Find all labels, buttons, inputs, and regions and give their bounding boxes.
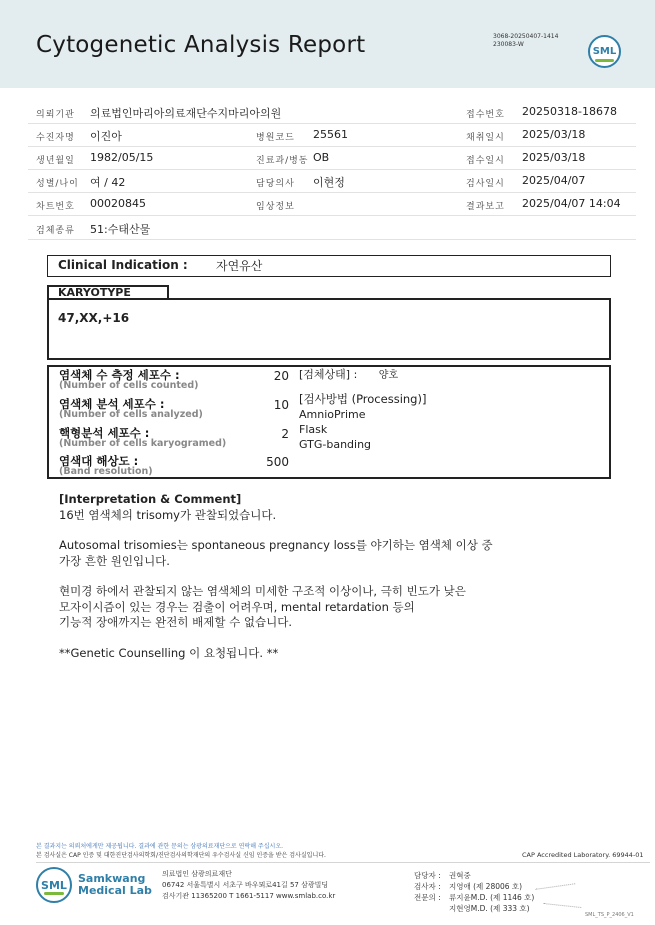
cells-karyogramed <box>59 427 226 448</box>
staff-role: 담당자 : <box>414 871 441 880</box>
dept-value: OB <box>313 151 330 164</box>
staff-row <box>414 903 534 914</box>
staff-name: 권혁중 <box>449 871 471 880</box>
processing-method-label: [검사방법 (Processing)] <box>299 392 427 406</box>
company-address-line1: 의료법인 삼광의료재단 <box>162 870 232 878</box>
cells-counted <box>59 369 199 390</box>
staff-list <box>414 870 534 914</box>
interpretation-line: 모자이시즘이 있는 경우는 검출이 어려우며, mental retardation 등의 <box>59 599 415 614</box>
interpretation-line: 기능적 장애까지는 완전히 배제할 수 없습니다. <box>59 615 293 629</box>
report-title: Cytogenetic Analysis Report <box>36 32 366 58</box>
karyotype-box <box>47 298 611 360</box>
clinical-indication-value: 자연유산 <box>216 259 263 273</box>
company-address <box>162 869 335 902</box>
report-id-line1: 3068-20250407-1414 <box>493 33 559 40</box>
band-resolution-label: 염색대 해상도 : <box>59 454 139 468</box>
processing-method-1: AmnioPrime <box>299 408 366 421</box>
cells-analyzed-label: 염색체 분석 세포수 : <box>59 397 165 411</box>
interpretation-line: Autosomal trisomies는 spontaneous pregnancy loss를 야기하는 염색체 이상 중 <box>59 538 493 552</box>
processing-method-3: GTG-banding <box>299 438 372 451</box>
test-date-value: 2025/04/07 <box>522 174 586 187</box>
info-row-patient <box>28 124 636 147</box>
footer-note-1: 본 결과지는 의뢰처에게만 제공됩니다. 결과에 관한 문의는 삼광의료재단으로 연락해 주십시오. <box>36 843 284 850</box>
dob-value: 1982/05/15 <box>90 151 154 164</box>
cells-karyogramed-label: 핵형분석 세포수 : <box>59 426 150 440</box>
institution-label: 의뢰기관 <box>36 110 75 120</box>
info-row-institution <box>28 101 636 124</box>
dob-label: 생년월일 <box>36 156 75 166</box>
collect-date-value: 2025/03/18 <box>522 128 586 141</box>
analysis-stats-box <box>47 365 611 479</box>
form-code: SML_TS_P_2406_V1 <box>585 912 634 918</box>
footer-logo-text: SML <box>41 879 67 892</box>
test-date-label: 검사일시 <box>466 179 505 189</box>
interpretation-section <box>59 492 493 661</box>
staff-row <box>414 892 534 903</box>
cells-karyogramed-value: 2 <box>281 427 289 441</box>
cells-analyzed <box>59 398 203 419</box>
company-name-line2: Medical Lab <box>78 884 152 897</box>
staff-name: 지영애 (제 28006 호) <box>449 882 523 891</box>
interpretation-line: 가장 흔한 원인입니다. <box>59 553 170 568</box>
processing-method <box>299 392 426 452</box>
chart-no-label: 차트번호 <box>36 202 75 212</box>
specimen-status-value: 양호 <box>378 370 399 381</box>
staff-name: 지현영M.D. (제 333 호) <box>449 904 530 913</box>
band-resolution-value: 500 <box>266 455 289 469</box>
doctor-value: 이현정 <box>313 176 345 189</box>
karyotype-value: 47,XX,+16 <box>58 311 130 325</box>
logo-text: SML <box>592 46 617 57</box>
company-name <box>78 873 152 897</box>
band-resolution <box>59 455 153 476</box>
info-row-sex-age <box>28 170 636 193</box>
footer-notes <box>36 842 326 860</box>
interpretation-heading: [Interpretation & Comment] <box>59 492 242 506</box>
cells-counted-value: 20 <box>273 369 289 383</box>
staff-role: 검사자 : <box>414 882 441 891</box>
specimen-status-label: [검체상태] : <box>299 368 358 381</box>
info-row-chart <box>28 193 636 216</box>
company-address-line3: 검사기관 11365200 T 1661-5117 www.smlab.co.kr <box>162 892 336 900</box>
footer-sml-logo-icon <box>36 867 72 903</box>
info-row-dob <box>28 147 636 170</box>
footer-divider <box>36 862 650 863</box>
sex-age-label: 성별/나이 <box>36 179 79 189</box>
cells-analyzed-sub: (Number of cells analyzed) <box>59 409 203 420</box>
institution-value: 의료법인마리아의료재단수지마리아의원 <box>90 107 282 120</box>
processing-method-2: Flask <box>299 423 328 436</box>
report-id <box>493 33 558 49</box>
company-name-line1: Samkwang <box>78 872 146 885</box>
specimen-value: 51:수태산물 <box>90 223 151 236</box>
staff-role: 전문의 : <box>414 893 441 902</box>
interpretation-line: 현미경 하에서 관찰되지 않는 염색체의 미세한 구조적 이상이나, 극히 빈도가 낮은 <box>59 584 466 598</box>
band-resolution-sub: (Band resolution) <box>59 466 153 477</box>
footer-logo-swoosh <box>44 892 64 895</box>
cells-counted-sub: (Number of cells counted) <box>59 380 199 391</box>
info-row-specimen <box>28 217 636 240</box>
clinical-indication-box <box>47 255 611 277</box>
collect-date-label: 채취일시 <box>466 133 505 143</box>
patient-value: 이진아 <box>90 130 122 143</box>
cells-analyzed-value: 10 <box>273 398 289 412</box>
genetic-counselling-note: **Genetic Counselling 이 요청됩니다. ** <box>59 645 279 660</box>
sml-logo-icon <box>588 35 621 68</box>
chart-no-value: 00020845 <box>90 197 146 210</box>
receipt-no-value: 20250318-18678 <box>522 105 617 118</box>
karyotype-label: KARYOTYPE <box>58 286 131 299</box>
signature-mark <box>535 883 576 898</box>
staff-row <box>414 870 534 881</box>
sex-age-value: 여 / 42 <box>90 176 126 189</box>
cells-counted-label: 염색체 수 측정 세포수 : <box>59 368 180 382</box>
clinical-indication-label: Clinical Indication : <box>58 258 188 272</box>
staff-row <box>414 881 534 892</box>
signature-mark <box>543 903 582 915</box>
receipt-no-label: 접수번호 <box>466 110 505 120</box>
footer-note-2: 본 검사실은 CAP 인증 및 대한진단검사의학회/진단검사의학재단의 우수검사실 신임 인증을 받은 검사실입니다. <box>36 852 326 859</box>
report-date-label: 결과보고 <box>466 202 505 212</box>
doctor-label: 담당의사 <box>256 179 295 189</box>
logo-swoosh <box>595 59 614 62</box>
hospital-code-value: 25561 <box>313 128 348 141</box>
dept-label: 진료과/병동 <box>256 156 309 166</box>
receipt-date-value: 2025/03/18 <box>522 151 586 164</box>
clinical-info-label: 임상정보 <box>256 202 295 212</box>
cap-accreditation: CAP Accredited Laboratory. 69944-01 <box>522 851 644 859</box>
report-date-value: 2025/04/07 14:04 <box>522 197 621 210</box>
receipt-date-label: 접수일시 <box>466 156 505 166</box>
specimen-status <box>299 367 398 383</box>
patient-label: 수진자명 <box>36 133 75 143</box>
interpretation-line: 16번 염색체의 trisomy가 관찰되었습니다. <box>59 507 277 522</box>
report-id-line2: 230083-W <box>493 41 524 48</box>
staff-name: 류지윤M.D. (제 1146 호) <box>449 893 535 902</box>
hospital-code-label: 병원코드 <box>256 133 295 143</box>
company-address-line2: 06742 서울특별시 서초구 바우뫼로41길 57 삼광빌딩 <box>162 881 329 889</box>
karyotype-tab <box>47 285 169 299</box>
specimen-label: 검체종류 <box>36 226 75 236</box>
cells-karyogramed-sub: (Number of cells karyogramed) <box>59 438 227 449</box>
